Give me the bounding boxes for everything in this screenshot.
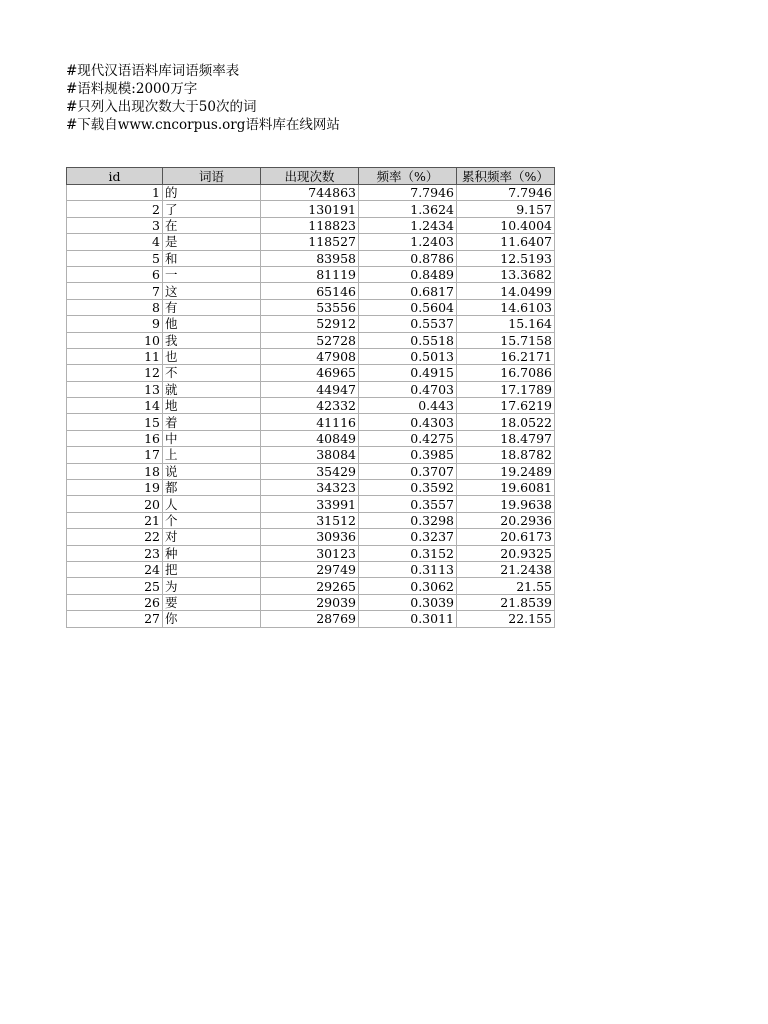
cell-count[interactable]: 34323 xyxy=(261,480,359,496)
cell-frequency[interactable]: 0.5604 xyxy=(359,299,457,315)
cell-count[interactable]: 81119 xyxy=(261,266,359,282)
cell-word[interactable]: 对 xyxy=(163,529,261,545)
cell-cumulative-frequency[interactable]: 10.4004 xyxy=(457,217,555,233)
cell-count[interactable]: 28769 xyxy=(261,611,359,627)
cell-cumulative-frequency[interactable]: 18.0522 xyxy=(457,414,555,430)
table-row xyxy=(67,365,555,381)
cell-cumulative-frequency[interactable]: 18.8782 xyxy=(457,447,555,463)
cell-word[interactable]: 要 xyxy=(163,594,261,610)
cell-cumulative-frequency[interactable]: 9.157 xyxy=(457,201,555,217)
cell-frequency[interactable]: 0.3557 xyxy=(359,496,457,512)
cell-frequency[interactable]: 0.3011 xyxy=(359,611,457,627)
cell-frequency[interactable]: 0.3985 xyxy=(359,447,457,463)
cell-count[interactable]: 52728 xyxy=(261,332,359,348)
cell-frequency[interactable]: 0.4303 xyxy=(359,414,457,430)
cell-id[interactable]: 6 xyxy=(67,266,163,282)
cell-word[interactable]: 个 xyxy=(163,512,261,528)
cell-count[interactable]: 46965 xyxy=(261,365,359,381)
cell-frequency[interactable]: 0.5518 xyxy=(359,332,457,348)
table-row xyxy=(67,299,555,315)
cell-cumulative-frequency[interactable]: 20.6173 xyxy=(457,529,555,545)
cell-word[interactable]: 我 xyxy=(163,332,261,348)
note-title: #现代汉语语料库词语频率表 xyxy=(66,63,240,79)
cell-word[interactable]: 是 xyxy=(163,234,261,250)
cell-word[interactable]: 他 xyxy=(163,316,261,332)
cell-id[interactable]: 20 xyxy=(67,496,163,512)
cell-frequency[interactable]: 0.3298 xyxy=(359,512,457,528)
cell-word[interactable]: 这 xyxy=(163,283,261,299)
cell-word[interactable]: 都 xyxy=(163,480,261,496)
cell-word[interactable]: 的 xyxy=(163,185,261,201)
cell-word[interactable]: 种 xyxy=(163,545,261,561)
cell-id[interactable]: 21 xyxy=(67,512,163,528)
cell-count[interactable]: 33991 xyxy=(261,496,359,512)
cell-cumulative-frequency[interactable]: 15.164 xyxy=(457,316,555,332)
cell-id[interactable]: 2 xyxy=(67,201,163,217)
cell-frequency[interactable]: 0.4703 xyxy=(359,381,457,397)
cell-id[interactable]: 18 xyxy=(67,463,163,479)
cell-cumulative-frequency[interactable]: 15.7158 xyxy=(457,332,555,348)
cell-word[interactable]: 为 xyxy=(163,578,261,594)
cell-cumulative-frequency[interactable]: 22.155 xyxy=(457,611,555,627)
table-row xyxy=(67,430,555,446)
cell-frequency[interactable]: 0.8786 xyxy=(359,250,457,266)
cell-count[interactable]: 118527 xyxy=(261,234,359,250)
table-row xyxy=(67,234,555,250)
table-row xyxy=(67,316,555,332)
cell-id[interactable]: 27 xyxy=(67,611,163,627)
cell-frequency[interactable]: 0.443 xyxy=(359,398,457,414)
cell-cumulative-frequency[interactable]: 14.0499 xyxy=(457,283,555,299)
header-cumulative-frequency[interactable]: 累积频率（%） xyxy=(457,168,555,185)
table-row xyxy=(67,512,555,528)
header-id[interactable]: id xyxy=(67,168,163,185)
cell-cumulative-frequency[interactable]: 16.2171 xyxy=(457,348,555,364)
cell-id[interactable]: 23 xyxy=(67,545,163,561)
cell-frequency[interactable]: 0.3039 xyxy=(359,594,457,610)
cell-count[interactable]: 29039 xyxy=(261,594,359,610)
cell-frequency[interactable]: 1.2403 xyxy=(359,234,457,250)
cell-cumulative-frequency[interactable]: 21.2438 xyxy=(457,561,555,577)
cell-count[interactable]: 29265 xyxy=(261,578,359,594)
cell-cumulative-frequency[interactable]: 7.7946 xyxy=(457,185,555,201)
cell-id[interactable]: 8 xyxy=(67,299,163,315)
note-corpus-size: #语料规模:2000万字 xyxy=(66,81,198,97)
cell-count[interactable]: 44947 xyxy=(261,381,359,397)
cell-count[interactable]: 47908 xyxy=(261,348,359,364)
cell-count[interactable]: 65146 xyxy=(261,283,359,299)
cell-count[interactable]: 42332 xyxy=(261,398,359,414)
note-source: #下载自www.cncorpus.org语料库在线网站 xyxy=(66,117,340,133)
cell-count[interactable]: 83958 xyxy=(261,250,359,266)
cell-cumulative-frequency[interactable]: 21.55 xyxy=(457,578,555,594)
table-row xyxy=(67,217,555,233)
cell-count[interactable]: 40849 xyxy=(261,430,359,446)
table-row xyxy=(67,332,555,348)
table-row xyxy=(67,201,555,217)
cell-id[interactable]: 9 xyxy=(67,316,163,332)
cell-id[interactable]: 26 xyxy=(67,594,163,610)
cell-frequency[interactable]: 7.7946 xyxy=(359,185,457,201)
table-body xyxy=(67,185,555,628)
cell-count[interactable]: 118823 xyxy=(261,217,359,233)
cell-word[interactable]: 你 xyxy=(163,611,261,627)
table-row xyxy=(67,496,555,512)
cell-cumulative-frequency[interactable]: 19.9638 xyxy=(457,496,555,512)
table-row xyxy=(67,545,555,561)
frequency-table xyxy=(66,167,555,628)
table-row xyxy=(67,414,555,430)
note-threshold: #只列入出现次数大于50次的词 xyxy=(66,99,257,115)
cell-count[interactable]: 52912 xyxy=(261,316,359,332)
table-row xyxy=(67,594,555,610)
table-row xyxy=(67,529,555,545)
table-row xyxy=(67,447,555,463)
cell-id[interactable]: 11 xyxy=(67,348,163,364)
cell-cumulative-frequency[interactable]: 16.7086 xyxy=(457,365,555,381)
table-row xyxy=(67,185,555,201)
cell-cumulative-frequency[interactable]: 20.9325 xyxy=(457,545,555,561)
table-row xyxy=(67,250,555,266)
cell-word[interactable]: 在 xyxy=(163,217,261,233)
cell-cumulative-frequency[interactable]: 12.5193 xyxy=(457,250,555,266)
cell-word[interactable]: 有 xyxy=(163,299,261,315)
cell-frequency[interactable]: 0.5537 xyxy=(359,316,457,332)
cell-id[interactable]: 7 xyxy=(67,283,163,299)
cell-word[interactable]: 不 xyxy=(163,365,261,381)
cell-frequency[interactable]: 0.8489 xyxy=(359,266,457,282)
cell-frequency[interactable]: 0.3062 xyxy=(359,578,457,594)
cell-id[interactable]: 14 xyxy=(67,398,163,414)
cell-count[interactable]: 31512 xyxy=(261,512,359,528)
cell-id[interactable]: 12 xyxy=(67,365,163,381)
table-row xyxy=(67,283,555,299)
cell-frequency[interactable]: 0.3113 xyxy=(359,561,457,577)
cell-count[interactable]: 744863 xyxy=(261,185,359,201)
cell-word[interactable]: 把 xyxy=(163,561,261,577)
cell-frequency[interactable]: 0.3707 xyxy=(359,463,457,479)
cell-id[interactable]: 4 xyxy=(67,234,163,250)
cell-count[interactable]: 35429 xyxy=(261,463,359,479)
header-frequency[interactable]: 频率（%） xyxy=(359,168,457,185)
cell-frequency[interactable]: 0.3237 xyxy=(359,529,457,545)
cell-count[interactable]: 29749 xyxy=(261,561,359,577)
cell-cumulative-frequency[interactable]: 11.6407 xyxy=(457,234,555,250)
table-row xyxy=(67,611,555,627)
cell-cumulative-frequency[interactable]: 13.3682 xyxy=(457,266,555,282)
cell-count[interactable]: 30936 xyxy=(261,529,359,545)
table-row xyxy=(67,578,555,594)
cell-frequency[interactable]: 1.2434 xyxy=(359,217,457,233)
header-word[interactable]: 词语 xyxy=(163,168,261,185)
table-row xyxy=(67,266,555,282)
header-notes xyxy=(66,62,340,134)
cell-frequency[interactable]: 0.4275 xyxy=(359,430,457,446)
cell-cumulative-frequency[interactable]: 14.6103 xyxy=(457,299,555,315)
cell-word[interactable]: 着 xyxy=(163,414,261,430)
cell-word[interactable]: 上 xyxy=(163,447,261,463)
cell-cumulative-frequency[interactable]: 20.2936 xyxy=(457,512,555,528)
cell-word[interactable]: 就 xyxy=(163,381,261,397)
cell-word[interactable]: 和 xyxy=(163,250,261,266)
table-header-row xyxy=(67,168,555,185)
cell-id[interactable]: 1 xyxy=(67,185,163,201)
cell-frequency[interactable]: 0.3592 xyxy=(359,480,457,496)
cell-frequency[interactable]: 0.6817 xyxy=(359,283,457,299)
cell-id[interactable]: 10 xyxy=(67,332,163,348)
cell-frequency[interactable]: 1.3624 xyxy=(359,201,457,217)
cell-word[interactable]: 一 xyxy=(163,266,261,282)
cell-frequency[interactable]: 0.5013 xyxy=(359,348,457,364)
table-row xyxy=(67,561,555,577)
table-row xyxy=(67,398,555,414)
cell-word[interactable]: 说 xyxy=(163,463,261,479)
cell-id[interactable]: 16 xyxy=(67,430,163,446)
cell-count[interactable]: 30123 xyxy=(261,545,359,561)
cell-id[interactable]: 22 xyxy=(67,529,163,545)
cell-word[interactable]: 也 xyxy=(163,348,261,364)
table-row xyxy=(67,480,555,496)
header-count[interactable]: 出现次数 xyxy=(261,168,359,185)
table-row xyxy=(67,381,555,397)
cell-count[interactable]: 53556 xyxy=(261,299,359,315)
cell-id[interactable]: 15 xyxy=(67,414,163,430)
cell-count[interactable]: 38084 xyxy=(261,447,359,463)
cell-word[interactable]: 了 xyxy=(163,201,261,217)
cell-id[interactable]: 25 xyxy=(67,578,163,594)
cell-word[interactable]: 人 xyxy=(163,496,261,512)
cell-id[interactable]: 17 xyxy=(67,447,163,463)
cell-id[interactable]: 24 xyxy=(67,561,163,577)
table-row xyxy=(67,348,555,364)
cell-id[interactable]: 5 xyxy=(67,250,163,266)
cell-frequency[interactable]: 0.3152 xyxy=(359,545,457,561)
cell-cumulative-frequency[interactable]: 17.6219 xyxy=(457,398,555,414)
cell-word[interactable]: 地 xyxy=(163,398,261,414)
cell-count[interactable]: 130191 xyxy=(261,201,359,217)
cell-id[interactable]: 3 xyxy=(67,217,163,233)
cell-cumulative-frequency[interactable]: 21.8539 xyxy=(457,594,555,610)
cell-count[interactable]: 41116 xyxy=(261,414,359,430)
cell-word[interactable]: 中 xyxy=(163,430,261,446)
cell-id[interactable]: 13 xyxy=(67,381,163,397)
cell-cumulative-frequency[interactable]: 19.6081 xyxy=(457,480,555,496)
cell-cumulative-frequency[interactable]: 18.4797 xyxy=(457,430,555,446)
cell-id[interactable]: 19 xyxy=(67,480,163,496)
cell-cumulative-frequency[interactable]: 19.2489 xyxy=(457,463,555,479)
cell-frequency[interactable]: 0.4915 xyxy=(359,365,457,381)
table-row xyxy=(67,463,555,479)
cell-cumulative-frequency[interactable]: 17.1789 xyxy=(457,381,555,397)
